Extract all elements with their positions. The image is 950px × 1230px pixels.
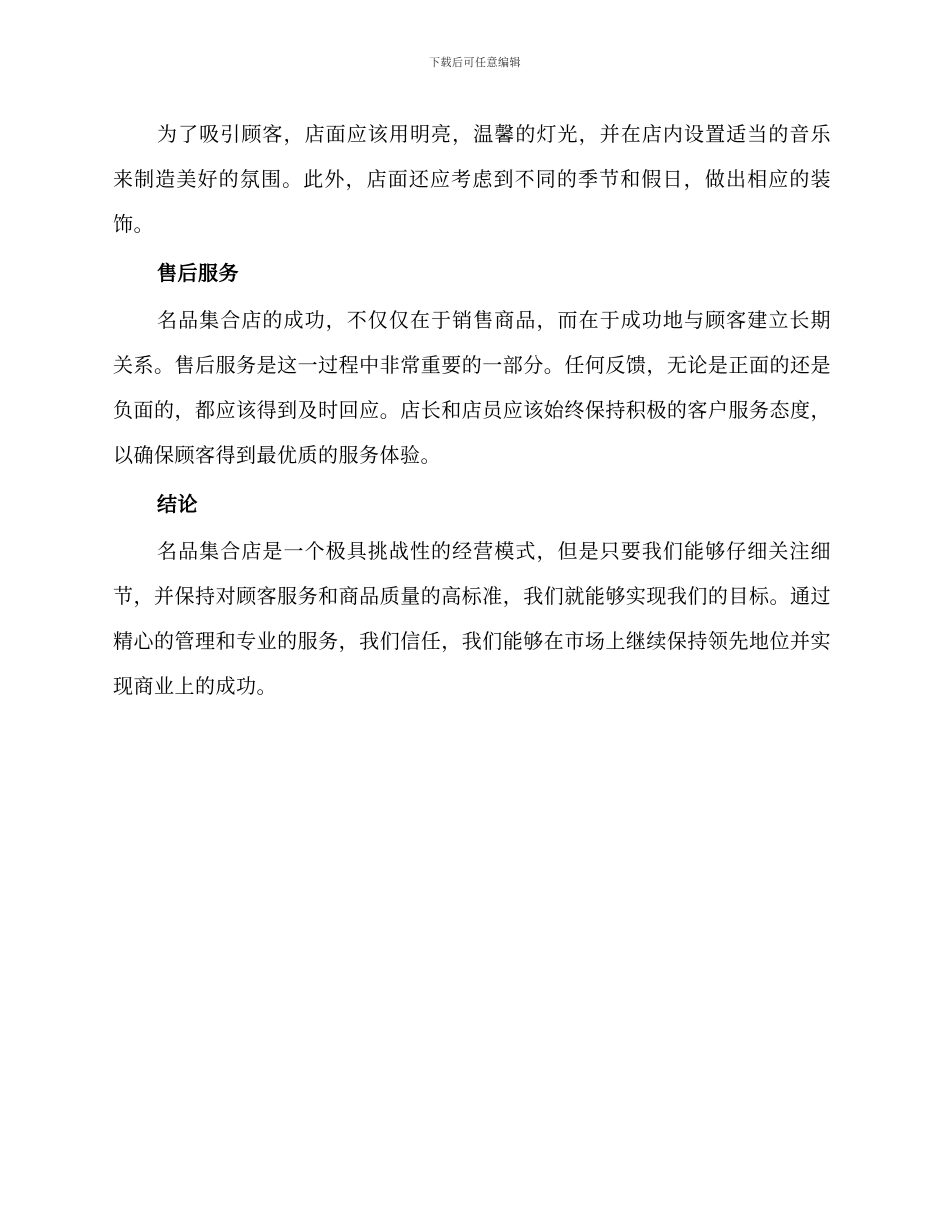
- document-body: [113, 112, 831, 709]
- paragraph-store-ambience: 为了吸引顾客，店面应该用明亮，温馨的灯光，并在店内设置适当的音乐来制造美好的氛围。此外，店面还应考虑到不同的季节和假日，做出相应的装饰。: [113, 122, 831, 236]
- paragraph-after-sales: 名品集合店的成功，不仅仅在于销售商品，而在于成功地与顾客建立长期关系。售后服务是这一过程中非常重要的一部分。任何反馈，无论是正面的还是负面的，都应该得到及时回应。店长和店员应该始终保持积极的客户服务态度，以确保顾客得到最优质的服务体验。: [113, 308, 831, 467]
- section-heading-conclusion: 结论: [157, 492, 198, 516]
- paragraph-conclusion: 名品集合店是一个极具挑战性的经营模式，但是只要我们能够仔细关注细节，并保持对顾客服务和商品质量的高标准，我们就能够实现我们的目标。通过精心的管理和专业的服务，我们信任，我们能够在市场上继续保持领先地位并实现商业上的成功。: [113, 539, 831, 698]
- page-header: 下载后可任意编辑: [429, 56, 521, 69]
- section-heading-after-sales: 售后服务: [157, 261, 239, 285]
